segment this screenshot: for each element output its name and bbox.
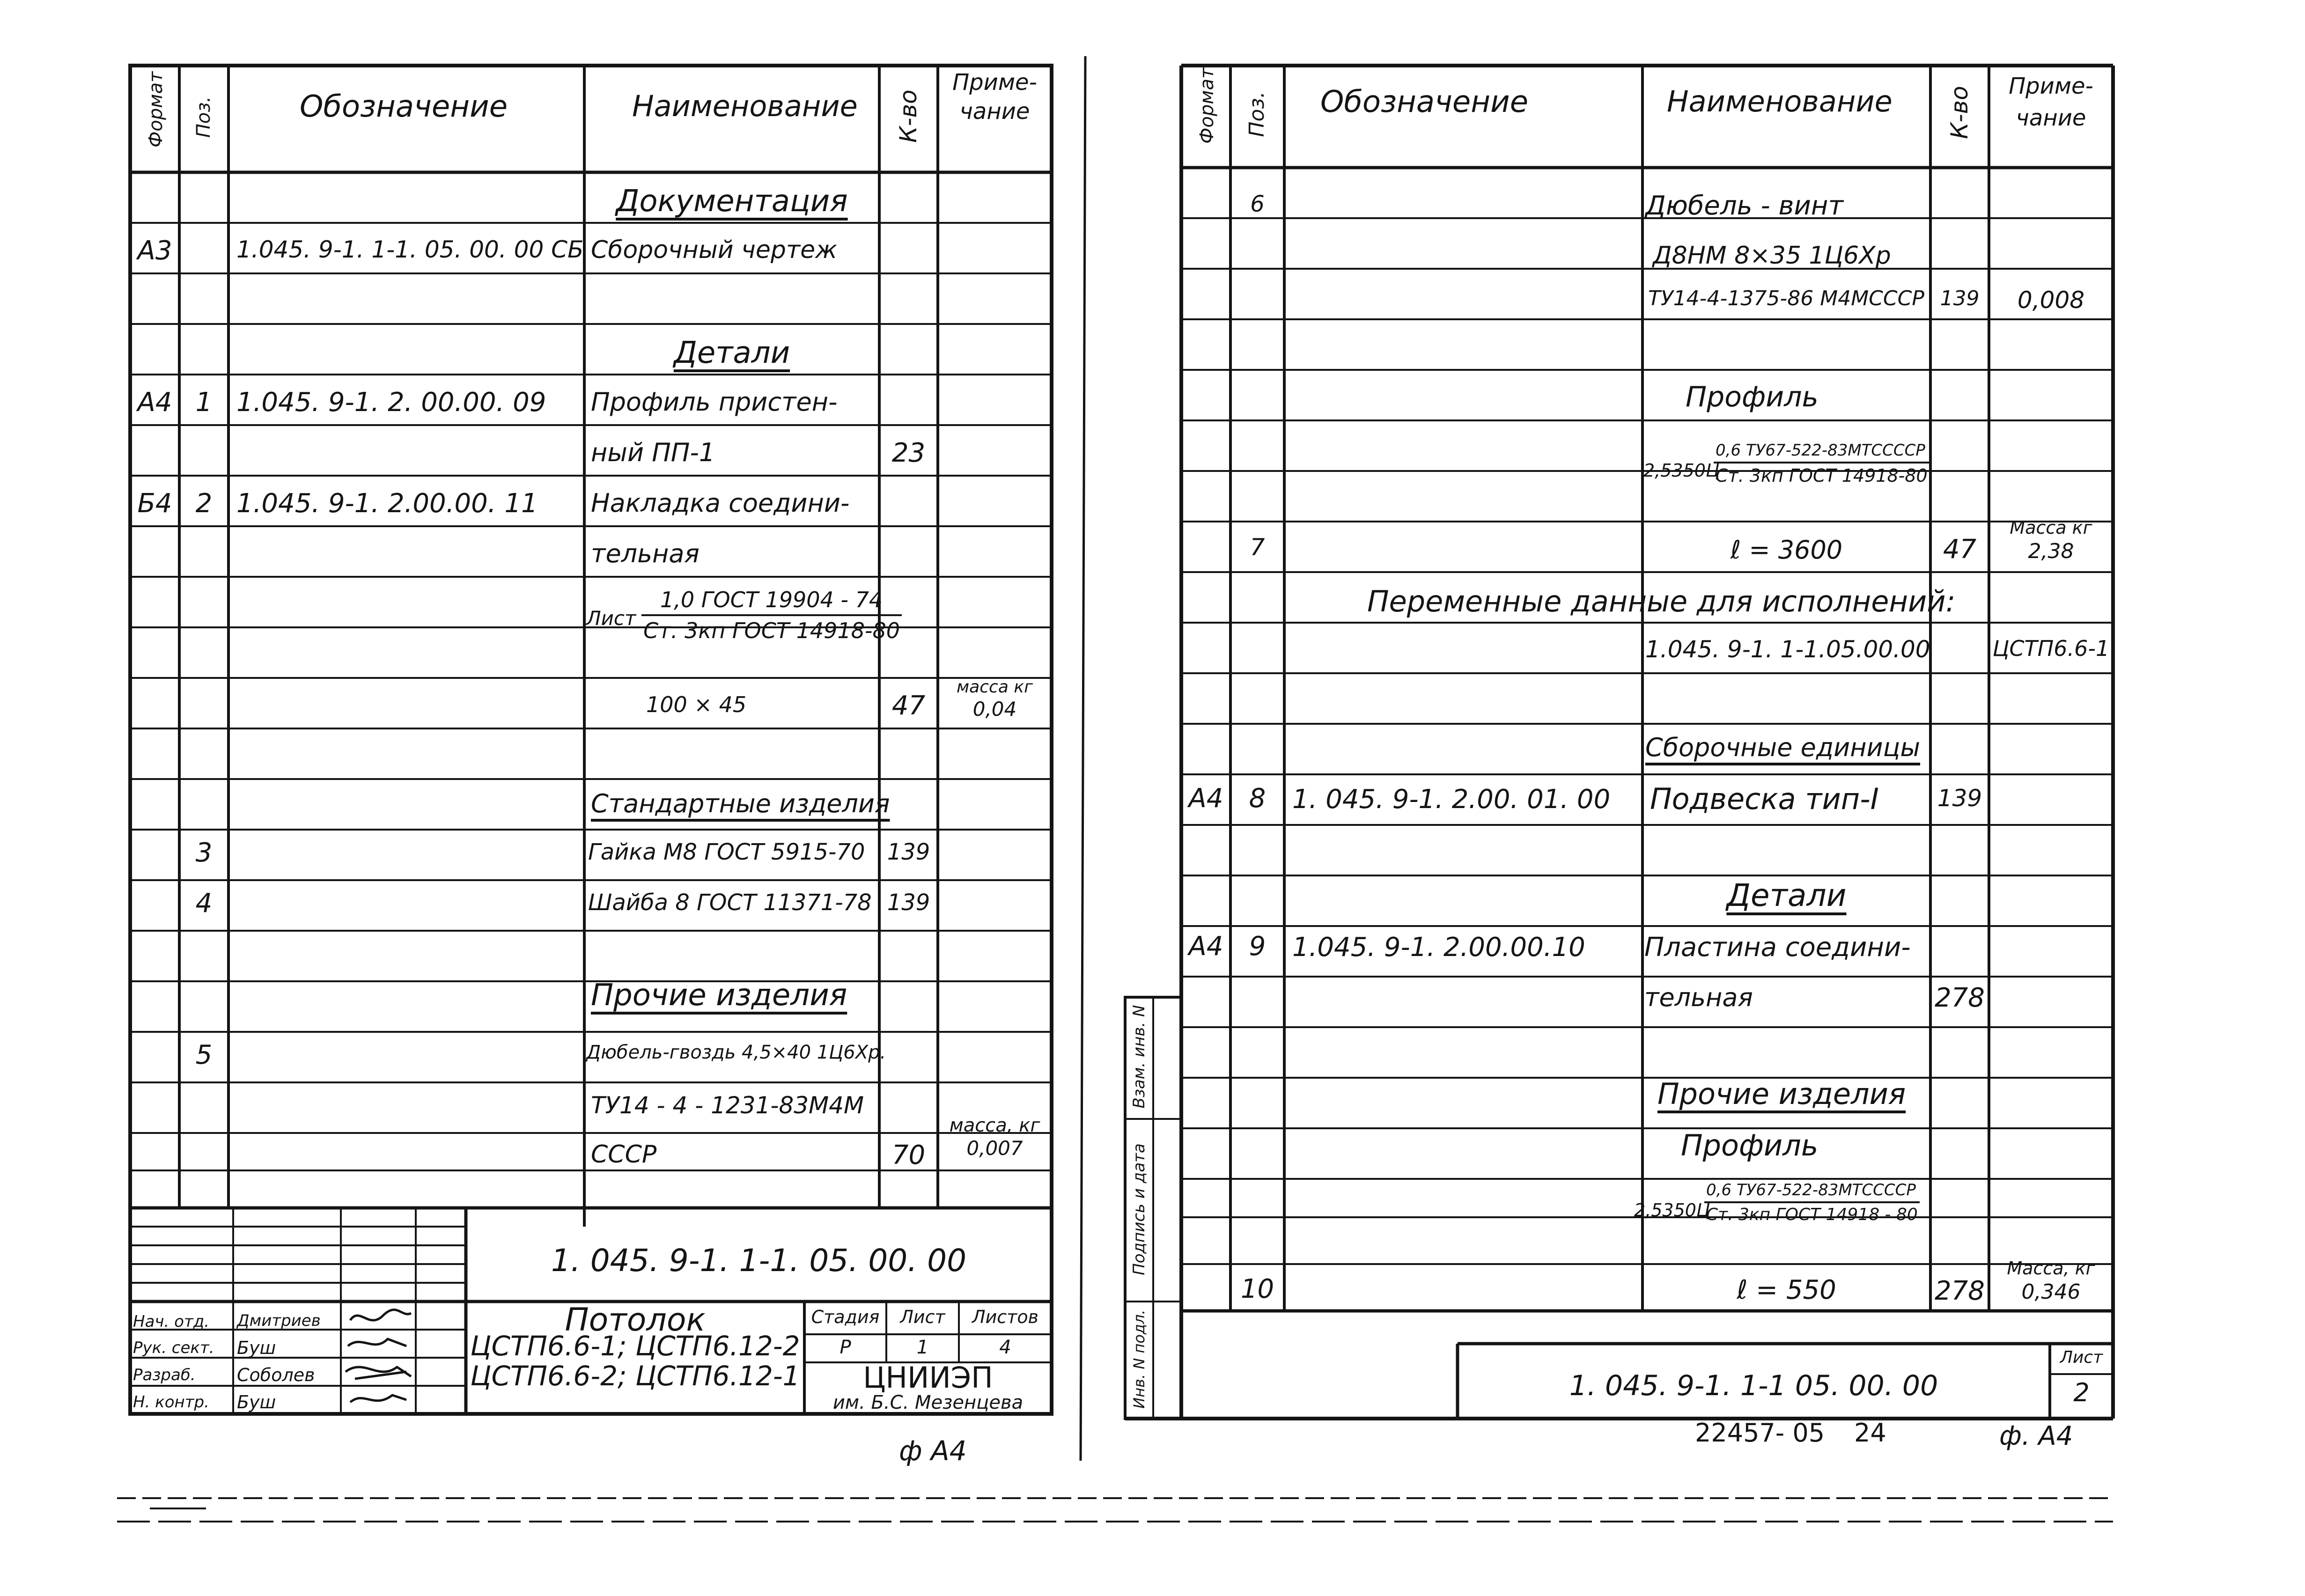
col-header-designation: Обозначение	[300, 89, 508, 124]
quantity-cell: 70	[891, 1140, 926, 1170]
col-header-pos: Поз.	[1245, 91, 1269, 137]
position-cell: 6	[1250, 191, 1265, 217]
note-cell: 2,38	[2028, 539, 2074, 563]
section-details: Детали	[1726, 877, 1847, 913]
name-cell: тельная	[1644, 983, 1753, 1012]
name-cell: СССР	[591, 1140, 657, 1169]
length-cell: ℓ = 550	[1737, 1275, 1836, 1305]
profile-prefix: 2,5350Ц	[1643, 460, 1720, 481]
col-header-format: Формат	[1196, 67, 1218, 144]
format-mark: ф. А4	[1999, 1421, 2073, 1451]
note-cell: Масса кг	[2010, 517, 2092, 538]
organization-subtitle: им. Б.С. Мезенцева	[832, 1392, 1024, 1413]
section-other: Прочие изделия	[1657, 1077, 1906, 1111]
name-cell: Пластина соедини-	[1644, 932, 1911, 963]
document-code: 1. 045. 9-1. 1-1. 05. 00. 00	[551, 1243, 967, 1279]
role-label: Рук. сект.	[133, 1339, 214, 1357]
side-label-replaced-inv: Взам. инв. N	[1130, 1005, 1149, 1109]
position-cell: 2	[195, 488, 213, 519]
variable-data-heading: Переменные данные для исполнений:	[1367, 584, 1956, 618]
quantity-cell: 47	[891, 691, 926, 721]
material-denominator: Ст. 3кп ГОСТ 14918-80	[643, 618, 900, 643]
note-cell: 0,04	[972, 698, 1017, 721]
col-header-qty: К-во	[1946, 86, 1973, 139]
quantity-cell: 139	[1937, 785, 1982, 812]
profile-denominator: Ст. 3кп ГОСТ 14918-80	[1716, 465, 1928, 486]
position-cell: 1	[195, 387, 213, 418]
col-header-note-1: Приме-	[952, 69, 1037, 96]
format-cell: А4	[137, 387, 172, 418]
name-cell: ТУ14-4-1375-86 М4МСССР	[1648, 287, 1924, 310]
variant-note: ЦСТП6.6-1	[1992, 636, 2110, 661]
profile-numerator: 0,6 ТУ67-522-83МТССССР	[1704, 1181, 1920, 1203]
designation-cell: 1.045. 9-1. 2.00.00.10	[1292, 932, 1585, 963]
col-header-name: Наименование	[632, 89, 858, 123]
sheet-label: Лист	[900, 1307, 945, 1327]
profile-prefix: 2,5350Ц	[1634, 1200, 1710, 1221]
variant-code: 1.045. 9-1. 1-1.05.00.00	[1645, 636, 1930, 663]
signature-marks	[341, 1302, 416, 1414]
profile-title: Профиль	[1686, 381, 1819, 413]
person-name: Дмитриев	[237, 1311, 321, 1330]
product-variants: ЦСТП6.6-2; ЦСТП6.12-1	[470, 1360, 800, 1392]
note-cell: Масса, кг	[2007, 1258, 2095, 1279]
person-name: Соболев	[237, 1365, 315, 1385]
position-cell: 7	[1250, 534, 1265, 561]
profile-fraction	[1704, 1181, 1920, 1224]
quantity-cell: 139	[887, 890, 930, 916]
quantity-cell: 278	[1935, 1276, 1985, 1306]
archive-number: 24	[1854, 1418, 1886, 1448]
designation-cell: 1. 045. 9-1. 2.00. 01. 00	[1292, 784, 1611, 815]
format-cell: Б4	[137, 488, 172, 519]
section-documentation: Документация	[616, 184, 848, 219]
position-cell: 10	[1240, 1274, 1274, 1304]
name-cell: Гайка М8 ГОСТ 5915-70	[588, 839, 865, 865]
sheet-value: 1	[916, 1337, 929, 1358]
profile-denominator: Ст. 3кп ГОСТ 14918 - 80	[1706, 1205, 1918, 1224]
position-cell: 4	[195, 888, 213, 919]
archive-code: 22457- 05	[1695, 1418, 1825, 1448]
name-cell: Сборочный чертеж	[591, 236, 837, 264]
side-label-original-inv: Инв. N подл.	[1130, 1309, 1148, 1409]
position-cell: 5	[195, 1040, 213, 1070]
designation-cell: 1.045. 9-1. 2. 00.00. 09	[236, 387, 546, 418]
name-cell: Д8НМ 8×35 1Ц6Хр	[1653, 242, 1891, 270]
note-cell: 0,007	[966, 1137, 1023, 1160]
person-name: Буш	[237, 1338, 276, 1358]
col-header-designation: Обозначение	[1320, 85, 1529, 119]
sheet-number: 2	[2073, 1378, 2090, 1407]
product-variants: ЦСТП6.6-1; ЦСТП6.12-2	[470, 1330, 800, 1362]
quantity-cell: 139	[887, 839, 930, 865]
position-cell: 9	[1249, 931, 1266, 962]
sheets-value: 4	[999, 1337, 1011, 1358]
profile-numerator: 0,6 ТУ67-522-83МТССССР	[1714, 441, 1929, 463]
designation-cell: 1.045. 9-1. 1-1. 05. 00. 00 СБ	[236, 236, 584, 263]
sheet-label: Лист	[2060, 1348, 2103, 1367]
side-label-signature-date: Подпись и дата	[1130, 1143, 1149, 1275]
size-cell: 100 × 45	[646, 692, 747, 717]
col-header-name: Наименование	[1667, 84, 1893, 118]
length-cell: ℓ = 3600	[1730, 535, 1843, 565]
format-cell: А3	[137, 235, 172, 266]
sheet-prefix: Лист	[586, 607, 636, 630]
note-cell: масса кг	[957, 677, 1033, 697]
profile-fraction	[1714, 441, 1929, 486]
sheets-label: Листов	[972, 1307, 1038, 1327]
material-fraction	[641, 587, 902, 643]
name-cell: Шайба 8 ГОСТ 11371-78	[588, 890, 872, 916]
designation-cell: 1.045. 9-1. 2.00.00. 11	[236, 488, 538, 519]
section-other: Прочие изделия	[591, 978, 847, 1013]
col-header-qty: К-во	[895, 89, 922, 143]
document-code: 1. 045. 9-1. 1-1 05. 00. 00	[1569, 1369, 1938, 1402]
role-label: Разраб.	[133, 1366, 196, 1384]
name-cell: тельная	[591, 539, 700, 568]
name-cell: Дюбель-гвоздь 4,5×40 1Ц6Хр.	[586, 1042, 886, 1063]
name-cell: Подвеска тип-I	[1650, 782, 1879, 816]
format-cell: А4	[1188, 783, 1223, 814]
format-mark: ф А4	[899, 1435, 967, 1467]
col-header-note-2: чание	[959, 98, 1030, 125]
section-assembly-units: Сборочные единицы	[1645, 733, 1921, 762]
col-header-format: Формат	[145, 71, 167, 147]
profile-title: Профиль	[1681, 1128, 1819, 1162]
section-details: Детали	[673, 336, 790, 370]
person-name: Буш	[237, 1392, 276, 1412]
note-cell: масса, кг	[949, 1115, 1040, 1136]
position-cell: 8	[1249, 783, 1266, 814]
col-header-pos: Поз.	[193, 96, 214, 138]
section-standard: Стандартные изделия	[591, 789, 890, 818]
quantity-cell: 139	[1940, 287, 1980, 310]
role-label: Н. контр.	[133, 1393, 209, 1412]
stage-value: Р	[840, 1337, 851, 1358]
col-header-note-1: Приме-	[2009, 73, 2093, 99]
name-cell: ТУ14 - 4 - 1231-83М4М	[591, 1092, 864, 1119]
quantity-cell: 278	[1935, 983, 1985, 1013]
quantity-cell: 23	[891, 438, 926, 468]
product-title: Потолок	[565, 1302, 706, 1339]
organization-name: ЦНИИЭП	[863, 1361, 993, 1395]
name-cell: Дюбель - винт	[1645, 191, 1844, 221]
position-cell: 3	[195, 838, 213, 868]
name-cell: ный ПП-1	[591, 438, 715, 467]
format-cell: А4	[1188, 931, 1223, 962]
name-cell: Накладка соедини-	[591, 488, 850, 518]
stage-label: Стадия	[811, 1307, 880, 1327]
name-cell: Профиль пристен-	[591, 387, 838, 417]
quantity-cell: 47	[1943, 534, 1977, 565]
note-cell: 0,346	[2021, 1280, 2081, 1304]
col-header-note-2: чание	[2016, 105, 2086, 131]
role-label: Нач. отд.	[133, 1312, 210, 1331]
material-numerator: 1,0 ГОСТ 19904 - 74	[641, 587, 902, 616]
note-cell: 0,008	[2017, 287, 2085, 314]
